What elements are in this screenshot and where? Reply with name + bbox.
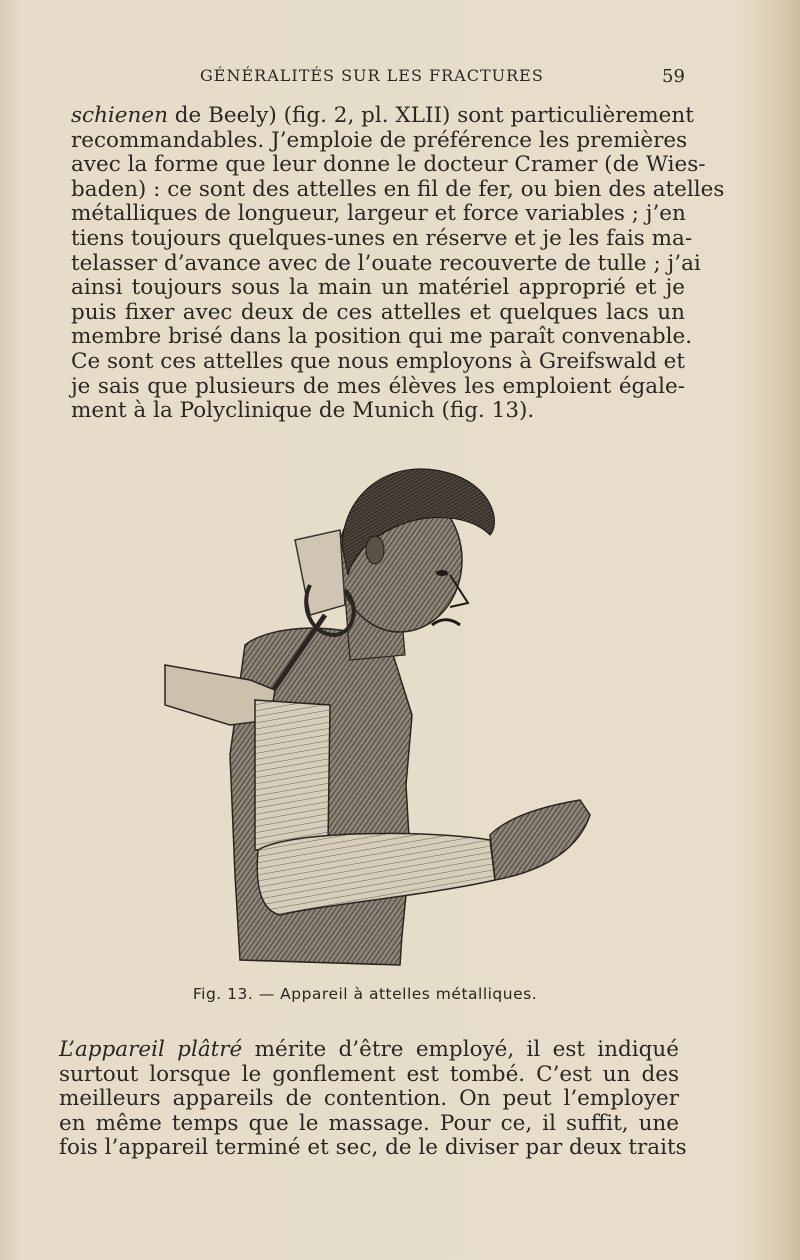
paragraph-appareil-platre xyxy=(59,1037,687,1161)
text-line: ment à la Polyclinique de Munich (fig. 13). xyxy=(71,398,535,424)
text-line: puis fixer avec deux de ces attelles et quelques lacs un xyxy=(71,299,685,325)
patient-with-splint-illustration xyxy=(150,455,600,975)
text-line: fois l’appareil terminé et sec, de le diviser par deux traits xyxy=(59,1135,687,1161)
text-line: recommandables. J’emploie de préférence les premières xyxy=(71,127,688,153)
text-line: avec la forme que leur donne le docteur Cramer (de Wies- xyxy=(71,152,706,178)
line-text: mérite d’être employé, il est indiqué xyxy=(242,1037,680,1062)
line-text: de Beely) (fig. 2, pl. XLII) sont particulièrement xyxy=(167,103,694,128)
page-number: 59 xyxy=(662,66,685,87)
text-line xyxy=(59,1038,679,1063)
text-line: baden) : ce sont des attelles en fil de fer, ou bien des atelles xyxy=(71,176,725,202)
text-line: ainsi toujours sous la main un matériel approprié et je xyxy=(71,275,685,301)
text-line: telasser d’avance avec de l’ouate recouverte de tulle ; j’ai xyxy=(71,250,701,276)
page-header xyxy=(0,66,800,90)
text-line: Ce sont ces attelles que nous employons à Greifswald et xyxy=(71,348,686,374)
text-line: je sais que plusieurs de mes élèves les emploient égale- xyxy=(71,373,685,399)
engraving-figure-13 xyxy=(150,455,600,975)
text-line: en même temps que le massage. Pour ce, il suffit, une xyxy=(59,1110,679,1136)
italic-term: schienen xyxy=(71,103,168,128)
italic-term: L’appareil plâtré xyxy=(59,1037,243,1062)
text-line: meilleurs appareils de contention. On peut l’employer xyxy=(59,1086,679,1112)
text-line xyxy=(71,103,694,129)
text-line: tiens toujours quelques-unes en réserve et je les fais ma- xyxy=(71,225,693,251)
figure-caption: Fig. 13. — Appareil à attelles métalliques. xyxy=(192,985,538,1003)
paragraph-attelles xyxy=(71,103,725,424)
running-title: GÉNÉRALITÉS SUR LES FRACTURES xyxy=(200,66,544,85)
text-line: métalliques de longueur, largeur et force variables ; j’en xyxy=(71,201,686,227)
text-line: surtout lorsque le gonflement est tombé. C’est un des xyxy=(59,1061,679,1087)
text-line: membre brisé dans la position qui me paraît convenable. xyxy=(71,324,693,350)
